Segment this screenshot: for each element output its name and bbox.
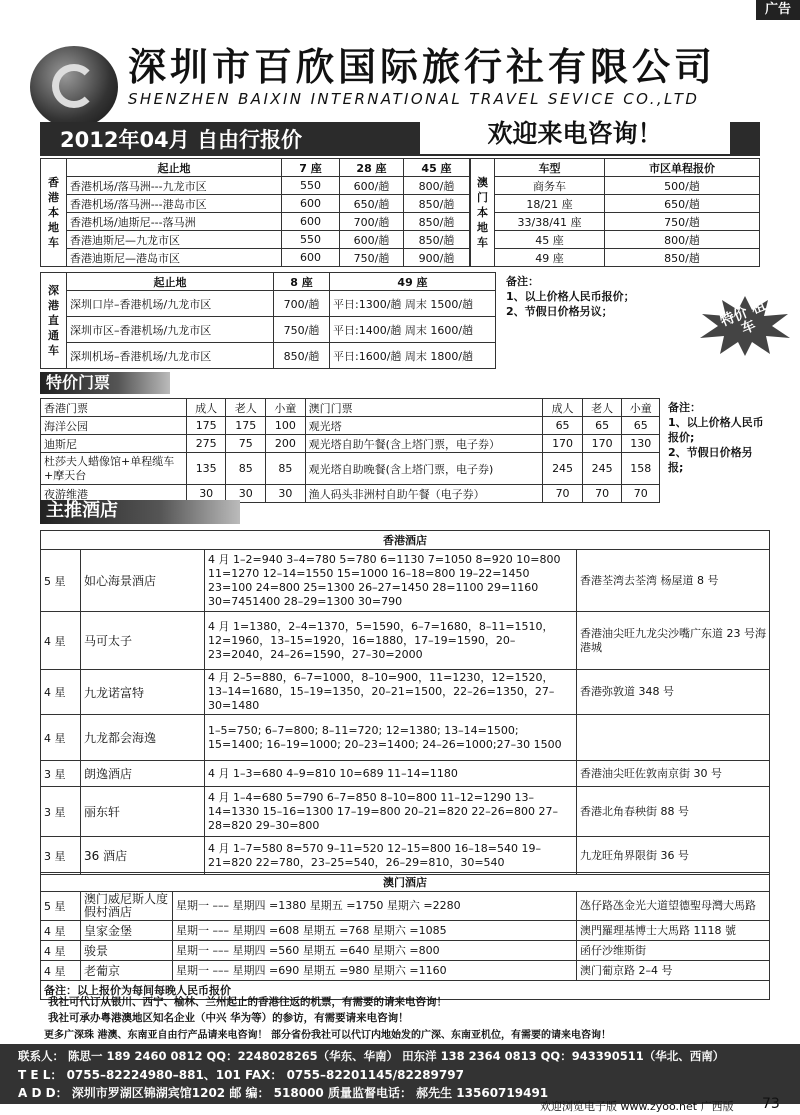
table-cell: 平日:1400/趟 周末 1600/趟: [330, 317, 496, 343]
table-cell: 海洋公园: [41, 417, 187, 435]
table-cell: 香港机场/落马洲---港岛市区: [67, 195, 282, 213]
table-row: [41, 231, 470, 249]
table-cell: 渔人码头非洲村自助午餐（电子券）: [305, 485, 543, 503]
table-cell: 杜莎夫人蜡像馆+单程缆车+摩天台: [41, 453, 187, 485]
th: 市区单程报价: [605, 159, 760, 177]
company-name-en: SHENZHEN BAIXIN INTERNATIONAL TRAVEL SEVICE CO.,LTD: [128, 90, 700, 108]
table-cell: 800/趟: [404, 177, 470, 195]
table-cell: 九龙都会海逸: [81, 715, 205, 761]
table-cell: 澳门威尼斯人度假村酒店: [81, 892, 173, 921]
table-row: [41, 787, 770, 837]
table-cell: 70: [582, 485, 622, 503]
th: 车型: [495, 159, 605, 177]
table-cell: 30: [226, 485, 266, 503]
table-cell: 700/趟: [340, 213, 404, 231]
table-row: [41, 213, 470, 231]
table-cell: 5 星: [41, 550, 81, 612]
table-cell: 夜游维港: [41, 485, 187, 503]
table-cell: 朗逸酒店: [81, 761, 205, 787]
page-number: 73: [762, 1096, 780, 1112]
table-row: [41, 761, 770, 787]
table-cell: 澳门葡京路 2–4 号: [577, 961, 770, 981]
table-cell: 650/趟: [340, 195, 404, 213]
table-cell: 600/趟: [340, 231, 404, 249]
table-cell: 500/趟: [605, 177, 760, 195]
table-cell: 275: [186, 435, 226, 453]
table-cell: 成人: [543, 399, 583, 417]
sz-car-table: [40, 272, 496, 369]
note-title: 备注：: [506, 275, 539, 288]
table-cell: 100: [266, 417, 306, 435]
table-cell: 65: [582, 417, 622, 435]
table-cell: 澳门门票: [305, 399, 543, 417]
table-row: [41, 612, 770, 670]
table-cell: 750/趟: [274, 317, 330, 343]
th: 起止地: [67, 273, 274, 291]
table-cell: 老人: [582, 399, 622, 417]
table-cell: 170: [582, 435, 622, 453]
hk-car-label: 香港本地车: [41, 159, 67, 267]
table-cell: 135: [186, 453, 226, 485]
table-cell: 4 月 1–4=680 5=790 6–7=850 8–10=800 11–12=1290 13–14=1330 15–16=1300 17–19=800 20–21=820 22–26=800 27–28=820 29–30=800: [205, 787, 577, 837]
sz-car-label: 深港直通车: [41, 273, 67, 369]
th: 起止地: [67, 159, 282, 177]
table-cell: 65: [622, 417, 660, 435]
table-cell: 4 月 1–2=940 3–4=780 5=780 6=1130 7=1050 8=920 10=800 11=1270 12–14=1550 15=1000 16–18=800 19–22=1450 23=100 24=800 25=1300 26–27=1450 28=1100 29=1160 30=7451400 28–29=1300 30=790: [205, 550, 577, 612]
table-cell: 30: [266, 485, 306, 503]
table-cell: 5 星: [41, 892, 81, 921]
mo-hotel-label: 澳门酒店: [41, 873, 770, 892]
table-cell: 香港北角春秧街 88 号: [577, 787, 770, 837]
table-cell: 4 月 2–5=880，6–7=1000，8–10=900，11=1230，12=1520，13–14=1680，15–19=1350，20–21=1500，22–26=1350，27–30=1480: [205, 670, 577, 715]
th: 7 座: [282, 159, 340, 177]
table-cell: 245: [582, 453, 622, 485]
table-cell: 30: [186, 485, 226, 503]
table-cell: 700/趟: [274, 291, 330, 317]
contact-person: 联系人： 陈思一 189 2460 0812 QQ：2248028265（华东、华南） 田东洋 138 2364 0813 QQ：943390511（华北、西南）: [18, 1049, 725, 1063]
table-cell: 85: [226, 453, 266, 485]
table-cell: 70: [622, 485, 660, 503]
table-cell: 平日:1600/趟 周末 1800/趟: [330, 343, 496, 369]
table-cell: 550: [282, 177, 340, 195]
hk-hotel-label: 香港酒店: [41, 531, 770, 550]
mo-hotel-table: [40, 872, 770, 1000]
table-cell: 观光塔: [305, 417, 543, 435]
table-cell: 香港机场/迪斯尼---落马洲: [67, 213, 282, 231]
logo-e-icon: [52, 64, 96, 108]
company-name-cn: 深圳市百欣国际旅行社有限公司: [128, 44, 717, 89]
table-row: [41, 715, 770, 761]
price-title: 2012年04月 自由行报价: [60, 128, 302, 152]
hk-car-table: [40, 158, 470, 267]
note-line: 1、以上价格人民币报价；: [506, 290, 635, 303]
table-cell: 香港油尖旺佐敦南京街 30 号: [577, 761, 770, 787]
table-cell: 245: [543, 453, 583, 485]
table-cell: 600: [282, 213, 340, 231]
th: 28 座: [340, 159, 404, 177]
table-cell: 4 星: [41, 612, 81, 670]
table-cell: 36 酒店: [81, 837, 205, 875]
table-cell: 600/趟: [340, 177, 404, 195]
table-cell: 澳門羅理基博士大馬路 1118 號: [577, 921, 770, 941]
table-cell: 650/趟: [605, 195, 760, 213]
table-cell: 70: [543, 485, 583, 503]
table-row: [41, 343, 496, 369]
table-cell: 观光塔自助晚餐(含上塔门票，电子券): [305, 453, 543, 485]
table-cell: 75: [226, 435, 266, 453]
mo-car-label: 澳门本地车: [471, 159, 495, 267]
table-cell: 850/趟: [274, 343, 330, 369]
footer-site: 欢迎浏览电子版 www.zyoo.net 广西版: [540, 1100, 734, 1113]
table-cell: 香港弥敦道 348 号: [577, 670, 770, 715]
table-cell: 850/趟: [404, 231, 470, 249]
table-cell: 星期一 ––– 星期四 =560 星期五 =640 星期六 =800: [173, 941, 577, 961]
table-row: [471, 177, 760, 195]
table-cell: 4 月 1–3=680 4–9=810 10=689 11–14=1180: [205, 761, 577, 787]
table-cell: 老葡京: [81, 961, 173, 981]
table-row: [41, 453, 660, 485]
note-line: 2、节假日价格另议；: [506, 305, 613, 318]
table-cell: [577, 715, 770, 761]
table-cell: 深圳机场–香港机场/九龙市区: [67, 343, 274, 369]
table-cell: 香港机场/落马洲---九龙市区: [67, 177, 282, 195]
table-row: [41, 921, 770, 941]
table-cell: 香港迪斯尼—港岛市区: [67, 249, 282, 267]
table-row: [41, 249, 470, 267]
table-row: [41, 670, 770, 715]
table-row: [41, 291, 496, 317]
table-cell: 550: [282, 231, 340, 249]
hotel-note: 备注：以上报价为每间每晚人民币报价: [41, 981, 770, 1000]
table-cell: 4 星: [41, 670, 81, 715]
promo-line: 更多广深珠 港澳、东南亚自由行产品请来电咨询！ 部分省份我社可以代订内地始发的广深、东南亚机位，有需要的请来电咨询！: [44, 1030, 611, 1041]
table-cell: 香港荃湾去荃湾 杨屋道 8 号: [577, 550, 770, 612]
table-cell: 4 星: [41, 921, 81, 941]
table-cell: 九龙旺角界限街 36 号: [577, 837, 770, 875]
table-cell: 18/21 座: [495, 195, 605, 213]
table-cell: 4 星: [41, 715, 81, 761]
table-cell: 深圳口岸–香港机场/九龙市区: [67, 291, 274, 317]
th: 8 座: [274, 273, 330, 291]
table-cell: 1–5=750; 6–7=800; 8–11=720; 12=1380; 13–14=1500; 15=1400; 16–19=1000; 20–23=1400; 24–26=1000;27–30 1500: [205, 715, 577, 761]
table-cell: 3 星: [41, 761, 81, 787]
table-row: [41, 435, 660, 453]
table-row: [41, 961, 770, 981]
tickets-note: 备注： 1、以上价格人民币报价; 2、节假日价格另报;: [668, 401, 764, 474]
table-cell: 迪斯尼: [41, 435, 187, 453]
table-row: [471, 195, 760, 213]
table-cell: 香港油尖旺九龙尖沙嘴广东道 23 号海港城: [577, 612, 770, 670]
slogan: 欢迎来电咨询！: [420, 114, 730, 154]
th: 49 座: [330, 273, 496, 291]
table-cell: 星期一 ––– 星期四 =690 星期五 =980 星期六 =1160: [173, 961, 577, 981]
table-cell: 皇家金堡: [81, 921, 173, 941]
table-cell: 800/趟: [605, 231, 760, 249]
table-cell: 九龙诺富特: [81, 670, 205, 715]
table-cell: 850/趟: [404, 213, 470, 231]
table-cell: 4 星: [41, 961, 81, 981]
table-row: [41, 941, 770, 961]
table-cell: 85: [266, 453, 306, 485]
table-cell: 850/趟: [404, 195, 470, 213]
table-cell: 深圳市区–香港机场/九龙市区: [67, 317, 274, 343]
car-note: [506, 274, 635, 319]
table-row: [41, 195, 470, 213]
table-cell: 3 星: [41, 787, 81, 837]
table-row: [41, 417, 660, 435]
table-cell: 骏景: [81, 941, 173, 961]
table-row: [41, 892, 770, 921]
table-cell: 老人: [226, 399, 266, 417]
table-cell: 200: [266, 435, 306, 453]
table-row: [471, 213, 760, 231]
table-row: [41, 177, 470, 195]
table-cell: 平日:1300/趟 周末 1500/趟: [330, 291, 496, 317]
contact-address: A D D： 深圳市罗湖区锦湖宾馆1202 邮 编： 518000 质量监督电话： 郝先生 13560719491: [18, 1086, 549, 1100]
table-cell: 175: [186, 417, 226, 435]
table-row: [41, 550, 770, 612]
table-cell: 氹仔路氹金光大道望德聖母灣大馬路: [577, 892, 770, 921]
table-cell: 750/趟: [605, 213, 760, 231]
table-cell: 成人: [186, 399, 226, 417]
table-cell: 900/趟: [404, 249, 470, 267]
mo-car-table: [470, 158, 760, 267]
promo-line: 我社可承办粤港澳地区知名企业（中兴 华为等）的参访，有需要请来电咨询！: [48, 1012, 409, 1024]
tickets-section-title: 特价门票: [40, 372, 170, 394]
table-cell: 小童: [622, 399, 660, 417]
table-cell: 158: [622, 453, 660, 485]
table-cell: 4 月 1–7=580 8=570 9–11=520 12–15=800 16–18=540 19–21=820 22=780，23–25=540，26–29=810，30=540: [205, 837, 577, 875]
table-cell: 商务车: [495, 177, 605, 195]
burst-badge-text: 特价 租车: [718, 297, 768, 338]
table-cell: 丽东轩: [81, 787, 205, 837]
table-cell: 香港迪斯尼—九龙市区: [67, 231, 282, 249]
table-cell: 170: [543, 435, 583, 453]
table-cell: 函仔沙维斯街: [577, 941, 770, 961]
table-cell: 130: [622, 435, 660, 453]
table-cell: 如心海景酒店: [81, 550, 205, 612]
promo-line: 我社可代订从银川、西宁、榆林、兰州起止的香港往返的机票，有需要的请来电咨询！: [48, 996, 447, 1008]
contact-phone: T E L： 0755–82224980–881、101 FAX： 0755–82201145/82289797: [18, 1068, 464, 1082]
table-row: [471, 231, 760, 249]
table-row: [41, 317, 496, 343]
table-cell: 星期一 ––– 星期四 =1380 星期五 =1750 星期六 =2280: [173, 892, 577, 921]
table-row: [471, 249, 760, 267]
table-cell: 65: [543, 417, 583, 435]
table-cell: 星期一 ––– 星期四 =608 星期五 =768 星期六 =1085: [173, 921, 577, 941]
hotels-section-title: 主推酒店: [40, 500, 240, 524]
hk-hotel-table: [40, 530, 770, 875]
tickets-table: [40, 398, 660, 503]
th: 45 座: [404, 159, 470, 177]
ad-tag: 广告: [756, 0, 800, 20]
table-cell: 3 星: [41, 837, 81, 875]
table-cell: 香港门票: [41, 399, 187, 417]
table-cell: 33/38/41 座: [495, 213, 605, 231]
table-cell: 马可太子: [81, 612, 205, 670]
table-cell: 49 座: [495, 249, 605, 267]
table-cell: 小童: [266, 399, 306, 417]
contact-panel: [0, 1044, 800, 1104]
table-cell: 4 月 1=1380，2–4=1370，5=1590，6–7=1680，8–11=1510，12=1960，13–15=1920，16=1880，17–19=1590，20–23=2040，24–26=1590，27–30=2000: [205, 612, 577, 670]
table-cell: 600: [282, 249, 340, 267]
table-cell: 45 座: [495, 231, 605, 249]
table-cell: 850/趟: [605, 249, 760, 267]
table-cell: 750/趟: [340, 249, 404, 267]
table-cell: 600: [282, 195, 340, 213]
table-row: [41, 837, 770, 875]
table-cell: 175: [226, 417, 266, 435]
table-cell: 观光塔自助午餐(含上塔门票，电子券）: [305, 435, 543, 453]
table-cell: 4 星: [41, 941, 81, 961]
